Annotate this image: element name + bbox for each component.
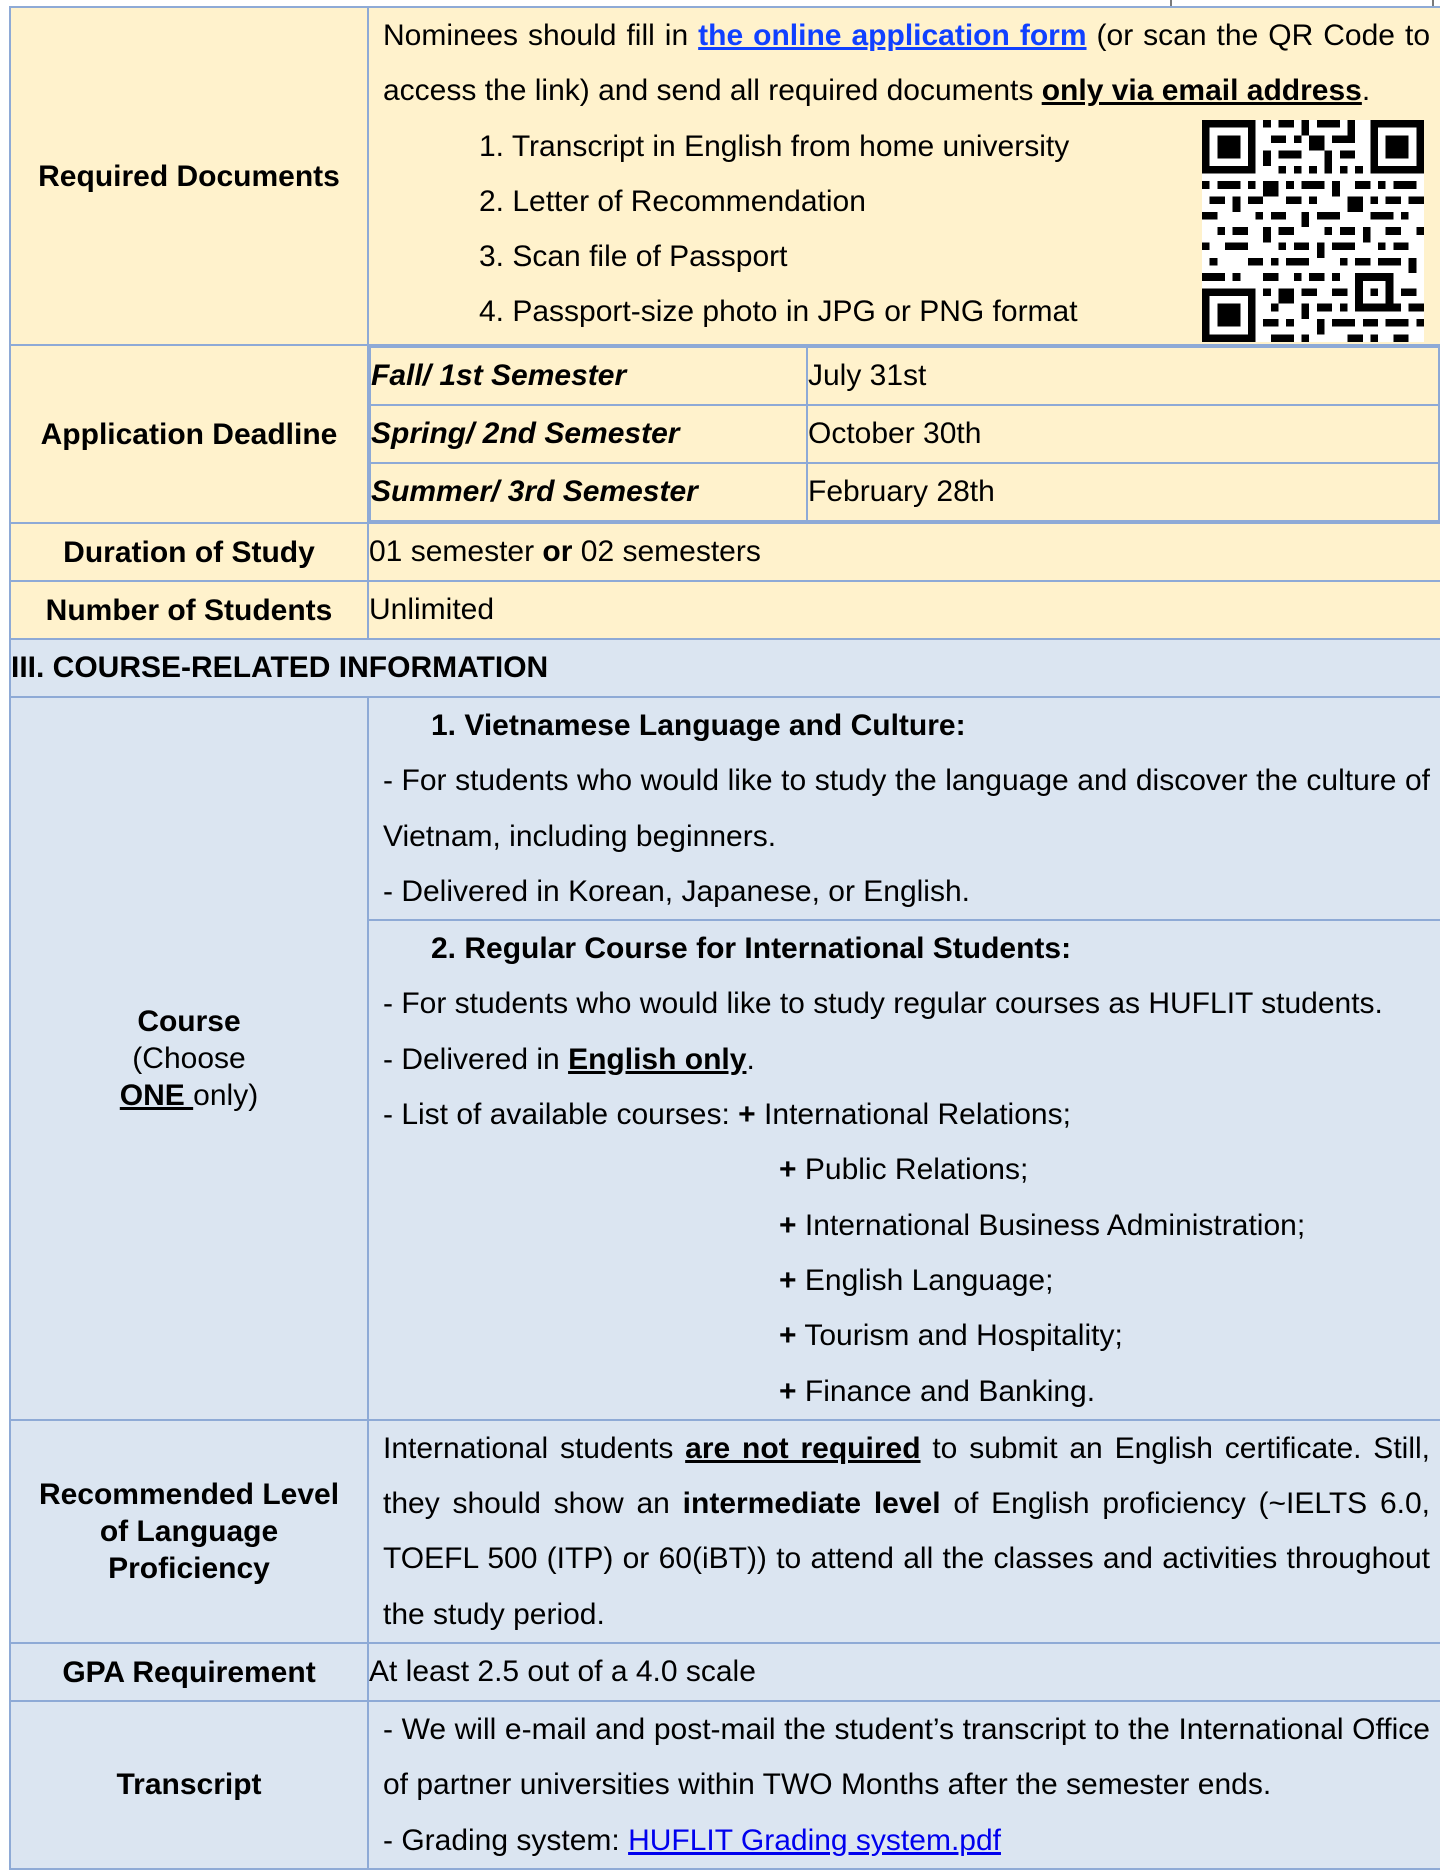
delivery-text: - Delivered in: [383, 1042, 569, 1076]
language-text: of English proficiency (~IELTS 6.0, TOEFL 500 (ITP) or 60(iBT)) to attend all the classes and activities throughout the study period.: [383, 1487, 1431, 1631]
course-label-choose: (Choose: [132, 1041, 246, 1075]
language-text: to submit an English certificate. Still, they should show an: [383, 1431, 1430, 1521]
row-duration: [10, 523, 1440, 581]
number-of-students-value: Unlimited: [368, 581, 1440, 639]
duration-text: 02 semesters: [572, 535, 761, 568]
course-option-heading: 1. Vietnamese Language and Culture:: [431, 709, 966, 742]
plus-icon: +: [779, 1153, 797, 1187]
required-documents-intro: [369, 8, 1440, 119]
row-number-of-students: [10, 581, 1440, 639]
required-documents-content: [368, 7, 1440, 345]
course-label-title: Course: [137, 1004, 241, 1038]
plus-icon: +: [779, 1263, 797, 1297]
deadline-date: July 31st: [807, 347, 1439, 405]
row-application-deadline: [10, 345, 1440, 523]
row-section-title: [10, 639, 1440, 697]
course-list-line: [383, 1198, 1430, 1253]
number-of-students-label: Number of Students: [10, 581, 368, 639]
course-list-item: International Business Administration;: [804, 1208, 1306, 1242]
course-option-description: - For students who would like to study regular courses as HUFLIT students.: [383, 987, 1383, 1021]
deadline-date: October 30th: [807, 405, 1439, 463]
duration-or: or: [542, 535, 573, 568]
course-list-line: [383, 1364, 1430, 1419]
plus-icon: +: [738, 1098, 756, 1132]
course-list-item: Tourism and Hospitality;: [804, 1319, 1123, 1353]
transcript-text: - We will e-mail and post-mail the student’s transcript to the International Office of partner universities within TWO Months after the semester ends.: [383, 1713, 1430, 1802]
course-option-description: - For students who would like to study the language and discover the culture of Vietnam, including beginners.: [383, 764, 1430, 853]
duration-text: 01 semester: [369, 535, 543, 568]
plus-icon: +: [779, 1208, 797, 1242]
course-label-one-emph: ONE: [119, 1078, 194, 1112]
plus-icon: +: [779, 1374, 797, 1408]
transcript-content: [368, 1701, 1440, 1869]
duration-value: [368, 523, 1440, 581]
course-list-item: International Relations;: [764, 1098, 1071, 1132]
course-label-only: only): [193, 1078, 259, 1112]
document-item: 2. Letter of Recommendation: [479, 184, 866, 218]
intro-text: Nominees should fill in: [383, 19, 699, 52]
language-text: International students: [383, 1431, 686, 1465]
application-deadline-content: [368, 345, 1440, 523]
deadline-table: [369, 346, 1440, 522]
document-item: 1. Transcript in English from home university: [479, 129, 1070, 163]
plus-icon: +: [779, 1319, 797, 1353]
intro-end: .: [1361, 74, 1371, 108]
course-list-item: Public Relations;: [804, 1153, 1029, 1187]
language-bold: intermediate level: [682, 1487, 941, 1521]
course-list-intro-line: [383, 1087, 1430, 1142]
grading-prefix: - Grading system:: [383, 1823, 629, 1857]
course-list-line: [383, 1253, 1430, 1308]
deadline-row: [370, 347, 1439, 405]
gpa-label: GPA Requirement: [10, 1643, 368, 1701]
intro-text-middle: (or scan the QR Code to access the link) and send all required documents: [383, 19, 1430, 108]
row-gpa: [10, 1643, 1440, 1701]
course-option-1: [369, 698, 1440, 1419]
info-table: [9, 6, 1440, 1870]
course-option-delivery: [383, 1032, 1430, 1087]
deadline-semester: Fall/ 1st Semester: [370, 347, 807, 405]
language-proficiency-text: [369, 1421, 1440, 1642]
language-emph: are not required: [685, 1431, 921, 1465]
course-list-intro: - List of available courses:: [383, 1098, 739, 1132]
grading-system-link[interactable]: HUFLIT Grading system.pdf: [628, 1823, 1001, 1857]
email-emphasis: only via email address: [1041, 74, 1362, 108]
document-item: 4. Passport-size photo in JPG or PNG format: [479, 295, 1078, 329]
required-documents-label: Required Documents: [10, 7, 368, 345]
course-label: [10, 697, 368, 1420]
row-language-proficiency: [10, 1420, 1440, 1643]
course-content: [368, 697, 1440, 1420]
document-item: 3. Scan file of Passport: [479, 240, 788, 274]
row-transcript: [10, 1701, 1440, 1869]
language-proficiency-content: [368, 1420, 1440, 1643]
deadline-row: [370, 405, 1439, 463]
row-required-documents: [10, 7, 1440, 345]
qr-code-icon[interactable]: [1202, 120, 1424, 342]
online-application-form-link[interactable]: the online application form: [698, 19, 1087, 52]
application-deadline-label: Application Deadline: [10, 345, 368, 523]
row-course: [10, 697, 1440, 1420]
deadline-semester: Spring/ 2nd Semester: [370, 405, 807, 463]
course-list-line: [383, 1142, 1430, 1197]
deadline-date: February 28th: [807, 463, 1439, 521]
course-label-one: [11, 1077, 367, 1114]
course-list-line: [383, 1308, 1430, 1363]
transcript-label: Transcript: [10, 1701, 368, 1869]
section-title: III. COURSE-RELATED INFORMATION: [10, 639, 1440, 697]
delivery-emph: English only: [568, 1042, 747, 1076]
course-option-heading: 2. Regular Course for International Students:: [431, 932, 1072, 966]
deadline-row: [370, 463, 1439, 521]
duration-label: Duration of Study: [10, 523, 368, 581]
course-list-item: English Language;: [804, 1263, 1054, 1297]
grading-line: [369, 1813, 1440, 1868]
deadline-semester: Summer/ 3rd Semester: [370, 463, 807, 521]
delivery-end: .: [746, 1042, 755, 1076]
course-list-item: Finance and Banking.: [804, 1374, 1096, 1408]
language-proficiency-label: Recommended Level of Language Proficiency: [10, 1420, 368, 1643]
gpa-value: At least 2.5 out of a 4.0 scale: [368, 1643, 1440, 1701]
course-option-delivery: - Delivered in Korean, Japanese, or English.: [383, 874, 970, 908]
